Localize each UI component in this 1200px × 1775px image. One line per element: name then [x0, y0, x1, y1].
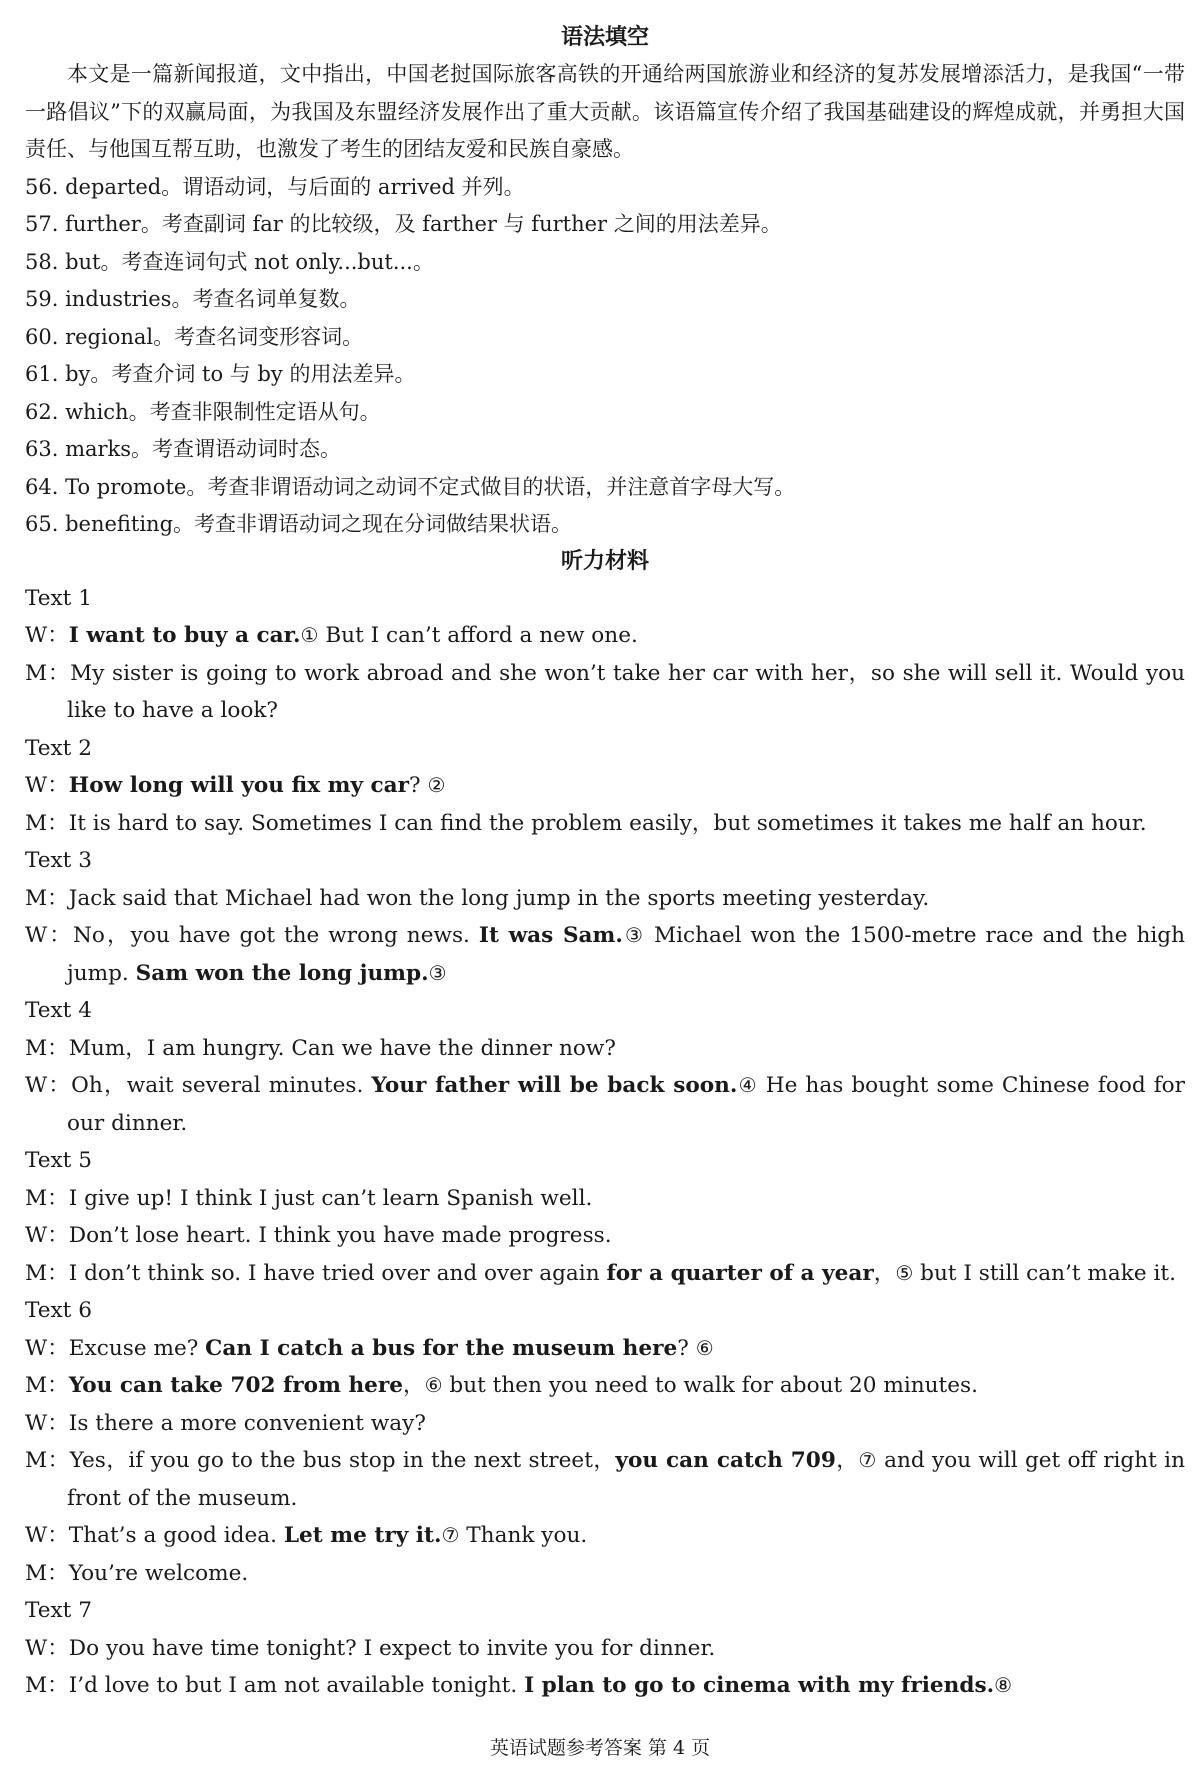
key-phrase: It was Sam.	[478, 923, 623, 948]
grammar-answer-item: 59. industries。考查名词单复数。	[25, 287, 361, 311]
dialogue-text: Michael won the 1500-metre race and the high jump.	[67, 923, 1185, 986]
grammar-answer-item: 64. To promote。考查非谓语动词之动词不定式做目的状语，并注意首字母大写。	[25, 474, 796, 499]
key-phrase: Your father will be back soon.	[371, 1073, 738, 1098]
question-marker: ③	[428, 960, 447, 985]
transcript-label: Text 4	[25, 998, 92, 1023]
speaker-label: W：	[25, 623, 69, 648]
dialogue-text: ，	[403, 1373, 425, 1398]
question-marker: ⑥	[424, 1373, 443, 1397]
speaker-label: W：	[25, 1523, 69, 1548]
dialogue-text: I don’t think so. I have tried over and over again	[68, 1260, 607, 1286]
question-marker: ②	[427, 773, 446, 797]
speaker-label: M：	[25, 1035, 69, 1061]
dialogue-text: but then you need to walk for about 20 minutes.	[442, 1373, 978, 1398]
dialogue-text: ?	[677, 1335, 696, 1361]
grammar-answer-item: 62. which。考查非限制性定语从句。	[25, 399, 381, 424]
key-phrase: Can I catch a bus for the museum here	[205, 1335, 678, 1361]
grammar-answer-item: 58. but。考查连词句式 not only...but...。	[25, 249, 434, 274]
dialogue-text: No，you have got the wrong news.	[73, 923, 479, 948]
dialogue-text: Yes，if you go to the bus stop in the next street，	[69, 1448, 616, 1473]
key-phrase: you can catch 709	[615, 1448, 836, 1473]
dialogue-text: ，	[835, 1448, 859, 1473]
key-phrase: Let me try it.	[283, 1523, 442, 1548]
transcript-label: Text 6	[25, 1298, 92, 1323]
question-marker: ③	[622, 923, 646, 947]
dialogue-line	[25, 880, 1185, 918]
dialogue-line	[25, 1555, 1185, 1593]
dialogue-text: Oh，wait several minutes.	[71, 1073, 372, 1098]
question-marker: ⑧	[994, 1673, 1013, 1697]
speaker-label: W：	[25, 1410, 69, 1436]
dialogue-text: Don’t lose heart. I think you have made progress.	[68, 1223, 612, 1248]
grammar-answer-item: 60. regional。考查名词变形容词。	[25, 324, 364, 349]
key-phrase: for a quarter of a year	[606, 1260, 874, 1286]
dialogue-text: Do you have time tonight? I expect to invite you for dinner.	[68, 1635, 716, 1661]
speaker-label: M：	[25, 1448, 70, 1473]
key-phrase: I plan to go to cinema with my friends.	[524, 1673, 995, 1698]
key-phrase: You can take 702 from here	[68, 1373, 403, 1398]
dialogue-line	[25, 1330, 1185, 1368]
page-footer: 英语试题参考答案 第 4 页	[489, 1737, 711, 1759]
speaker-label: W：	[25, 1635, 69, 1661]
dialogue-line	[25, 1667, 1185, 1705]
dialogue-text: My sister is going to work abroad and she won’t take her car with her，so she will sell it. Would you like to have a look?	[67, 660, 1185, 723]
dialogue-line	[25, 1367, 1185, 1405]
dialogue-text: He has bought some Chinese food for our dinner.	[67, 1073, 1186, 1136]
grammar-answer-item: 65. benefiting。考查非谓语动词之现在分词做结果状语。	[25, 512, 573, 536]
grammar-answer-item: 57. further。考查副词 far 的比较级，及 farther 与 further 之间的用法差异。	[25, 212, 782, 236]
listening-section-title: 听力材料	[560, 548, 649, 574]
listening-transcripts	[25, 580, 1185, 1705]
dialogue-text: But I can’t afford a new one.	[318, 623, 638, 648]
answer-page	[25, 20, 1185, 1705]
dialogue-text: Mum，I am hungry. Can we have the dinner now?	[68, 1035, 616, 1061]
dialogue-line	[25, 1217, 1185, 1255]
question-marker: ④	[737, 1073, 758, 1097]
dialogue-line	[25, 1255, 1185, 1293]
speaker-label: W：	[25, 1073, 72, 1098]
dialogue-line	[25, 1030, 1185, 1068]
speaker-label: W：	[25, 923, 73, 948]
grammar-intro-paragraph: 本文是一篇新闻报道，文中指出，中国老挝国际旅客高铁的开通给两国旅游业和经济的复苏发展增添活力，是我国“一带一路倡议”下的双赢局面，为我国及东盟经济发展作出了重大贡献。该语篇宣传介绍了我国基础建设的辉煌成就，并勇担大国责任、与他国互帮互助，也激发了考生的团结友爱和民族自豪感。	[25, 62, 1185, 161]
transcript-label: Text 1	[25, 585, 92, 611]
speaker-label: M：	[25, 885, 69, 911]
grammar-section-title: 语法填空	[560, 25, 649, 50]
transcript-label: Text 2	[25, 735, 92, 761]
dialogue-text: That’s a good idea.	[68, 1523, 284, 1548]
grammar-answer-item: 61. by。考查介词 to 与 by 的用法差异。	[25, 362, 416, 386]
dialogue-line	[25, 1067, 1185, 1142]
question-marker: ①	[300, 623, 319, 647]
grammar-answer-item: 63. marks。考查谓语动词时态。	[25, 437, 342, 461]
dialogue-text: Excuse me?	[68, 1335, 206, 1361]
speaker-label: M：	[25, 1560, 69, 1586]
grammar-answer-list	[25, 169, 1185, 544]
key-phrase: Sam won the long jump.	[135, 960, 429, 986]
dialogue-text: You’re welcome.	[68, 1560, 249, 1586]
speaker-label: M：	[25, 1185, 69, 1211]
dialogue-text: but I still can’t make it.	[913, 1260, 1176, 1286]
speaker-label: W：	[25, 1335, 69, 1361]
dialogue-line	[25, 655, 1185, 730]
speaker-label: M：	[25, 810, 69, 836]
dialogue-text: Is there a more convenient way?	[68, 1410, 426, 1436]
transcript-label: Text 7	[25, 1598, 92, 1623]
question-marker: ⑦	[858, 1448, 877, 1472]
speaker-label: M：	[25, 1673, 69, 1698]
speaker-label: M：	[25, 660, 71, 686]
transcript-label: Text 3	[25, 848, 92, 873]
dialogue-text: Thank you.	[459, 1523, 588, 1548]
dialogue-text: It is hard to say. Sometimes I can find the problem easily，but sometimes it takes me half an hour.	[68, 810, 1147, 836]
dialogue-line	[25, 1630, 1185, 1668]
dialogue-line	[25, 917, 1185, 992]
question-marker: ⑥	[695, 1335, 714, 1360]
dialogue-line	[25, 1180, 1185, 1218]
question-marker: ⑦	[441, 1523, 460, 1547]
dialogue-line	[25, 1405, 1185, 1443]
key-phrase: I want to buy a car.	[68, 623, 301, 648]
grammar-answer-item: 56. departed。谓语动词，与后面的 arrived 并列。	[25, 174, 525, 199]
speaker-label: W：	[25, 1223, 69, 1248]
speaker-label: M：	[25, 1373, 69, 1398]
dialogue-text: and you will get off right in front of the museum.	[67, 1448, 1185, 1511]
dialogue-text: I’d love to but I am not available tonight.	[68, 1673, 525, 1698]
dialogue-line	[25, 1442, 1185, 1517]
speaker-label: W：	[25, 773, 69, 798]
dialogue-line	[25, 617, 1185, 655]
dialogue-text: ，	[873, 1260, 896, 1286]
dialogue-line	[25, 805, 1185, 843]
dialogue-text: ?	[409, 773, 428, 798]
speaker-label: M：	[25, 1260, 69, 1286]
dialogue-line	[25, 1517, 1185, 1555]
dialogue-text: Jack said that Michael had won the long jump in the sports meeting yesterday.	[68, 885, 930, 911]
dialogue-line	[25, 767, 1185, 805]
key-phrase: How long will you fix my car	[68, 773, 410, 798]
question-marker: ⑤	[895, 1260, 914, 1285]
transcript-label: Text 5	[25, 1148, 92, 1173]
dialogue-text: I give up! I think I just can’t learn Spanish well.	[68, 1185, 593, 1211]
